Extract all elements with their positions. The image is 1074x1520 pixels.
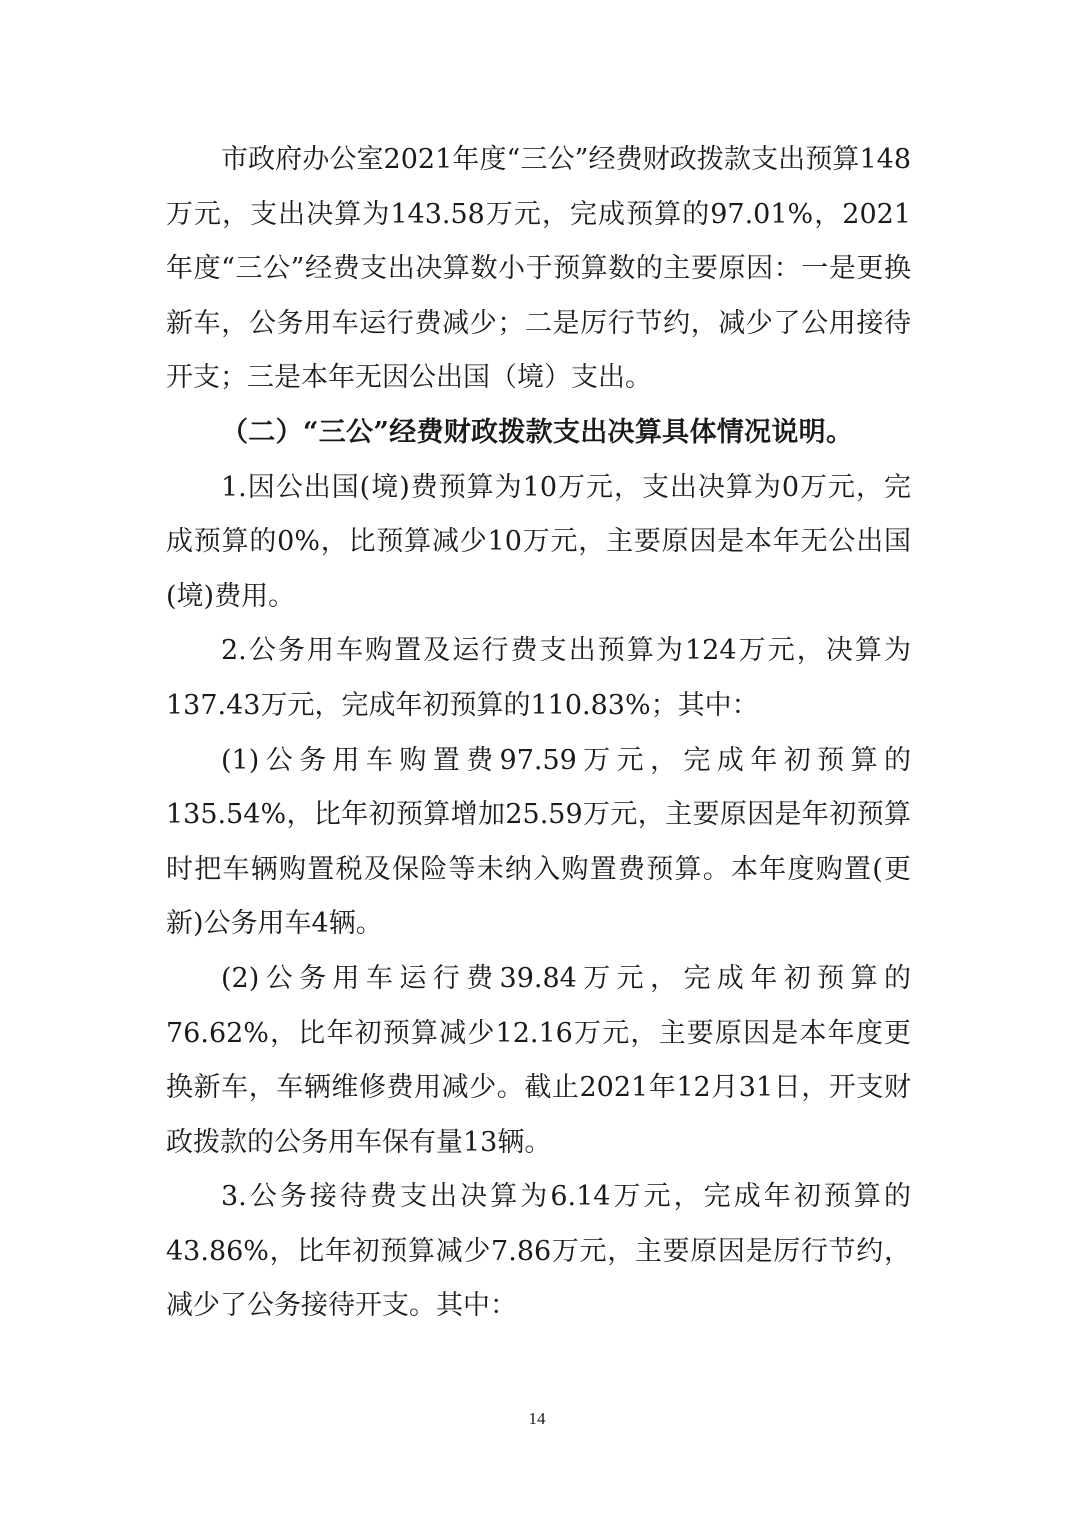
paragraph-vehicle-expenses: 2.公务用车购置及运行费支出预算为124万元，决算为137.43万元，完成年初预算的110.83%；其中： — [166, 635, 911, 721]
paragraph-vehicle-operation: (2)公务用车运行费39.84万元，完成年初预算的76.62%，比年初预算减少12.16万元，主要原因是本年度更换新车，车辆维修费用减少。截止2021年12月31日，开支财政拨款的公务用车保有量13辆。 — [166, 962, 911, 1158]
paragraph-overseas-travel: 1.因公出国(境)费预算为10万元，支出决算为0万元，完成预算的0%，比预算减少10万元，主要原因是本年无公出国(境)费用。 — [166, 471, 911, 612]
paragraph-vehicle-purchase: (1)公务用车购置费97.59万元，完成年初预算的135.54%，比年初预算增加25.59万元，主要原因是年初预算时把车辆购置税及保险等未纳入购置费预算。本年度购置(更新)公务用车4辆。 — [166, 744, 911, 940]
paragraph-budget-summary: 市政府办公室2021年度“三公”经费财政拨款支出预算148万元，支出决算为143.58万元，完成预算的97.01%，2021年度“三公”经费支出决算数小于预算数的主要原因：一是更换新车，公务用车运行费减少；二是厉行节约，减少了公用接待开支；三是本年无因公出国（境）支出。 — [166, 144, 911, 394]
paragraph-reception: 3.公务接待费支出决算为6.14万元，完成年初预算的43.86%，比年初预算减少7.86万元，主要原因是厉行节约，减少了公务接待开支。其中： — [166, 1181, 911, 1322]
page-number: 14 — [528, 1409, 546, 1428]
section-heading: （二）“三公”经费财政拨款支出决算具体情况说明。 — [221, 416, 854, 448]
document-body — [166, 133, 911, 1334]
